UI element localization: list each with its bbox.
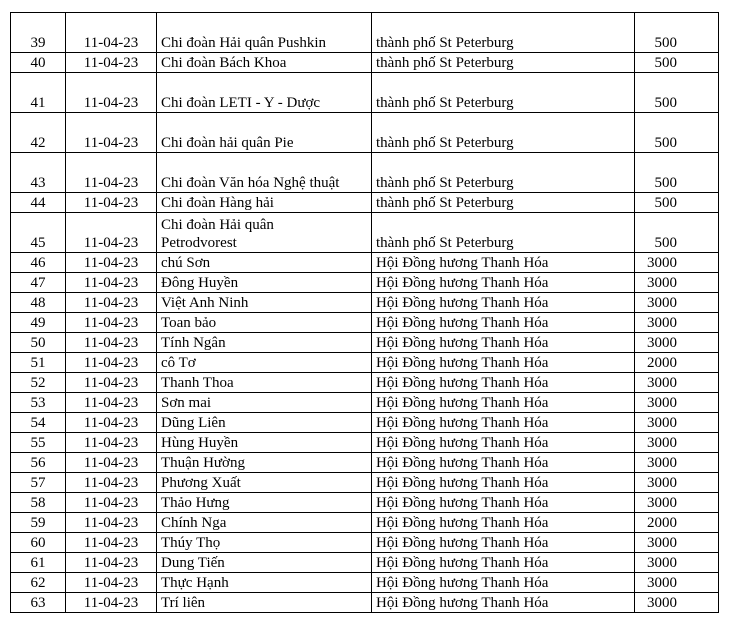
table-row — [11, 473, 719, 493]
donor-name-cell: chú Sơn — [157, 253, 372, 273]
row-number-cell: 61 — [11, 553, 66, 573]
location-cell: Hội Đồng hương Thanh Hóa — [372, 493, 635, 513]
row-number-cell: 44 — [11, 193, 66, 213]
location-cell: Hội Đồng hương Thanh Hóa — [372, 293, 635, 313]
table-row — [11, 213, 719, 253]
table-row — [11, 313, 719, 333]
amount-cell: 3000 — [635, 553, 719, 573]
row-number-cell: 55 — [11, 433, 66, 453]
donor-name-cell: Thảo Hưng — [157, 493, 372, 513]
row-number-cell: 52 — [11, 373, 66, 393]
row-number-cell: 53 — [11, 393, 66, 413]
donor-name-cell: Thúy Thọ — [157, 533, 372, 553]
amount-cell: 3000 — [635, 273, 719, 293]
amount-cell: 2000 — [635, 353, 719, 373]
amount-cell: 2000 — [635, 513, 719, 533]
location-cell: thành phố St Peterburg — [372, 53, 635, 73]
location-cell: thành phố St Peterburg — [372, 113, 635, 153]
amount-cell: 3000 — [635, 333, 719, 353]
location-cell: Hội Đồng hương Thanh Hóa — [372, 373, 635, 393]
amount-cell: 500 — [635, 213, 719, 253]
table-row — [11, 193, 719, 213]
table-row — [11, 333, 719, 353]
date-cell: 11-04-23 — [66, 193, 157, 213]
amount-cell: 500 — [635, 13, 719, 53]
date-cell: 11-04-23 — [66, 573, 157, 593]
date-cell: 11-04-23 — [66, 593, 157, 613]
row-number-cell: 41 — [11, 73, 66, 113]
amount-cell: 3000 — [635, 393, 719, 413]
amount-cell: 500 — [635, 113, 719, 153]
date-cell: 11-04-23 — [66, 493, 157, 513]
date-cell: 11-04-23 — [66, 433, 157, 453]
location-cell: Hội Đồng hương Thanh Hóa — [372, 313, 635, 333]
donor-name-line-1: Chi đoàn Hải quân — [161, 217, 274, 233]
date-cell: 11-04-23 — [66, 453, 157, 473]
amount-cell: 500 — [635, 53, 719, 73]
location-cell: Hội Đồng hương Thanh Hóa — [372, 333, 635, 353]
table-row — [11, 273, 719, 293]
date-cell: 11-04-23 — [66, 153, 157, 193]
row-number-cell: 60 — [11, 533, 66, 553]
table-row — [11, 493, 719, 513]
date-cell: 11-04-23 — [66, 553, 157, 573]
date-cell: 11-04-23 — [66, 393, 157, 413]
table-row — [11, 253, 719, 273]
donor-name-cell: cô Tơ — [157, 353, 372, 373]
table-row — [11, 413, 719, 433]
amount-cell: 3000 — [635, 593, 719, 613]
donor-name-cell: Hùng Huyền — [157, 433, 372, 453]
donor-name-cell: Sơn mai — [157, 393, 372, 413]
amount-cell: 3000 — [635, 413, 719, 433]
table-row — [11, 113, 719, 153]
amount-cell: 3000 — [635, 313, 719, 333]
donation-table — [10, 12, 719, 613]
date-cell: 11-04-23 — [66, 113, 157, 153]
location-cell: thành phố St Peterburg — [372, 193, 635, 213]
location-cell: thành phố St Peterburg — [372, 13, 635, 53]
location-cell: Hội Đồng hương Thanh Hóa — [372, 593, 635, 613]
amount-cell: 3000 — [635, 453, 719, 473]
table-row — [11, 553, 719, 573]
donor-name-cell: Thuận Hường — [157, 453, 372, 473]
donor-name-cell: Toan bảo — [157, 313, 372, 333]
donor-name-cell: Chi đoàn Văn hóa Nghệ thuật — [157, 153, 372, 193]
amount-cell: 3000 — [635, 293, 719, 313]
table-row — [11, 533, 719, 553]
date-cell: 11-04-23 — [66, 313, 157, 333]
date-cell: 11-04-23 — [66, 513, 157, 533]
row-number-cell: 39 — [11, 13, 66, 53]
date-cell: 11-04-23 — [66, 533, 157, 553]
location-cell: Hội Đồng hương Thanh Hóa — [372, 553, 635, 573]
date-cell: 11-04-23 — [66, 473, 157, 493]
table-body — [11, 13, 719, 613]
table-row — [11, 293, 719, 313]
row-number-cell: 54 — [11, 413, 66, 433]
location-cell: Hội Đồng hương Thanh Hóa — [372, 433, 635, 453]
donor-name-cell: Đông Huyền — [157, 273, 372, 293]
table-row — [11, 433, 719, 453]
table-row — [11, 53, 719, 73]
donor-name-cell: Tính Ngân — [157, 333, 372, 353]
date-cell: 11-04-23 — [66, 73, 157, 113]
donor-name-cell — [157, 213, 372, 253]
donor-name-cell: Thực Hạnh — [157, 573, 372, 593]
row-number-cell: 51 — [11, 353, 66, 373]
amount-cell: 3000 — [635, 493, 719, 513]
location-cell: Hội Đồng hương Thanh Hóa — [372, 513, 635, 533]
amount-cell: 3000 — [635, 473, 719, 493]
date-cell: 11-04-23 — [66, 253, 157, 273]
date-cell: 11-04-23 — [66, 373, 157, 393]
row-number-cell: 56 — [11, 453, 66, 473]
location-cell: Hội Đồng hương Thanh Hóa — [372, 533, 635, 553]
location-cell: Hội Đồng hương Thanh Hóa — [372, 353, 635, 373]
amount-cell: 3000 — [635, 533, 719, 553]
donor-name-cell: Trí liên — [157, 593, 372, 613]
location-cell: Hội Đồng hương Thanh Hóa — [372, 573, 635, 593]
row-number-cell: 49 — [11, 313, 66, 333]
donor-name-cell: Chi đoàn Bách Khoa — [157, 53, 372, 73]
date-cell: 11-04-23 — [66, 213, 157, 253]
row-number-cell: 40 — [11, 53, 66, 73]
donor-name-cell: Thanh Thoa — [157, 373, 372, 393]
amount-cell: 3000 — [635, 253, 719, 273]
row-number-cell: 45 — [11, 213, 66, 253]
row-number-cell: 43 — [11, 153, 66, 193]
donor-name-line-2: Petrodvorest — [161, 235, 237, 251]
row-number-cell: 48 — [11, 293, 66, 313]
location-cell: Hội Đồng hương Thanh Hóa — [372, 453, 635, 473]
amount-cell: 3000 — [635, 433, 719, 453]
table-row — [11, 593, 719, 613]
table-row — [11, 153, 719, 193]
amount-cell: 500 — [635, 73, 719, 113]
location-cell: Hội Đồng hương Thanh Hóa — [372, 273, 635, 293]
table-row — [11, 353, 719, 373]
table-row — [11, 453, 719, 473]
donor-name-cell: Việt Anh Ninh — [157, 293, 372, 313]
date-cell: 11-04-23 — [66, 353, 157, 373]
row-number-cell: 50 — [11, 333, 66, 353]
location-cell: thành phố St Peterburg — [372, 153, 635, 193]
table-row — [11, 513, 719, 533]
donor-name-cell: Chi đoàn Hải quân Pushkin — [157, 13, 372, 53]
amount-cell: 500 — [635, 153, 719, 193]
donor-name-cell: Dũng Liên — [157, 413, 372, 433]
amount-cell: 3000 — [635, 373, 719, 393]
location-cell: thành phố St Peterburg — [372, 73, 635, 113]
date-cell: 11-04-23 — [66, 413, 157, 433]
date-cell: 11-04-23 — [66, 293, 157, 313]
location-cell: thành phố St Peterburg — [372, 213, 635, 253]
row-number-cell: 42 — [11, 113, 66, 153]
donor-name-cell: Chi đoàn Hàng hải — [157, 193, 372, 213]
amount-cell: 3000 — [635, 573, 719, 593]
date-cell: 11-04-23 — [66, 53, 157, 73]
date-cell: 11-04-23 — [66, 273, 157, 293]
date-cell: 11-04-23 — [66, 13, 157, 53]
table-row — [11, 373, 719, 393]
donor-name-cell: Dung Tiến — [157, 553, 372, 573]
location-cell: Hội Đồng hương Thanh Hóa — [372, 393, 635, 413]
amount-cell: 500 — [635, 193, 719, 213]
location-cell: Hội Đồng hương Thanh Hóa — [372, 253, 635, 273]
location-cell: Hội Đồng hương Thanh Hóa — [372, 413, 635, 433]
table-row — [11, 73, 719, 113]
date-cell: 11-04-23 — [66, 333, 157, 353]
table-row — [11, 573, 719, 593]
table-row — [11, 393, 719, 413]
row-number-cell: 62 — [11, 573, 66, 593]
row-number-cell: 58 — [11, 493, 66, 513]
row-number-cell: 63 — [11, 593, 66, 613]
donor-name-cell: Chính Nga — [157, 513, 372, 533]
row-number-cell: 57 — [11, 473, 66, 493]
donor-name-cell: Chi đoàn hải quân Pie — [157, 113, 372, 153]
row-number-cell: 47 — [11, 273, 66, 293]
donor-name-cell: Phương Xuất — [157, 473, 372, 493]
donor-name-cell: Chi đoàn LETI - Y - Dược — [157, 73, 372, 113]
row-number-cell: 59 — [11, 513, 66, 533]
location-cell: Hội Đồng hương Thanh Hóa — [372, 473, 635, 493]
row-number-cell: 46 — [11, 253, 66, 273]
table-row — [11, 13, 719, 53]
